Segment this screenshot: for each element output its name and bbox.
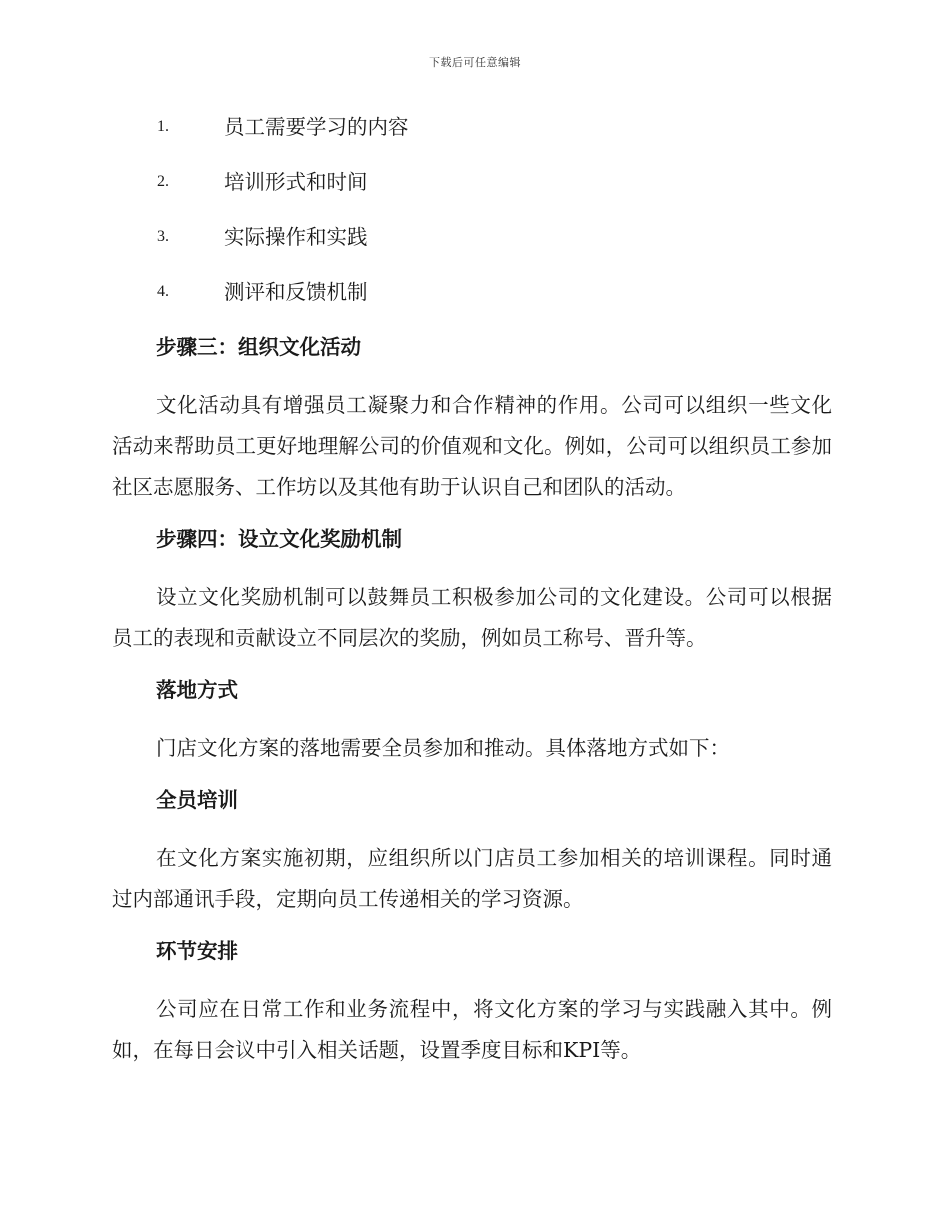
step4-paragraph: 设立文化奖励机制可以鼓舞员工积极参加公司的文化建设。公司可以根据员工的表现和贡献设立不同层次的奖励，例如员工称号、晋升等。	[112, 585, 832, 650]
list-text: 实际操作和实践	[224, 225, 368, 249]
page-header-note: 下载后可任意编辑	[429, 56, 521, 69]
step3-heading: 步骤三：组织文化活动	[156, 335, 361, 359]
list-text: 测评和反馈机制	[224, 280, 368, 304]
list-number: 2.	[157, 173, 169, 190]
landing-heading: 落地方式	[156, 678, 238, 702]
training-paragraph: 在文化方案实施初期，应组织所以门店员工参加相关的培训课程。同时通过内部通讯手段，定期向员工传递相关的学习资源。	[112, 846, 832, 911]
step3-paragraph: 文化活动具有增强员工凝聚力和合作精神的作用。公司可以组织一些文化活动来帮助员工更好地理解公司的价值观和文化。例如，公司可以组织员工参加社区志愿服务、工作坊以及其他有助于认识自己和团队的活动。	[112, 393, 832, 499]
list-item	[112, 165, 832, 220]
list-number: 4.	[157, 283, 169, 300]
arrangement-paragraph: 公司应在日常工作和业务流程中，将文化方案的学习与实践融入其中。例如，在每日会议中引入相关话题，设置季度目标和KPI等。	[112, 997, 832, 1062]
step4-heading: 步骤四：设立文化奖励机制	[156, 527, 402, 551]
document-body	[112, 110, 832, 1085]
list-text: 培训形式和时间	[224, 170, 368, 194]
list-text: 员工需要学习的内容	[224, 115, 409, 139]
list-item	[112, 110, 832, 165]
training-heading: 全员培训	[156, 788, 238, 812]
list-number: 1.	[157, 118, 169, 135]
list-item	[112, 275, 832, 330]
landing-paragraph: 门店文化方案的落地需要全员参加和推动。具体落地方式如下：	[156, 736, 730, 760]
list-item	[112, 220, 832, 275]
arrangement-heading: 环节安排	[156, 939, 238, 963]
list-number: 3.	[157, 228, 169, 245]
